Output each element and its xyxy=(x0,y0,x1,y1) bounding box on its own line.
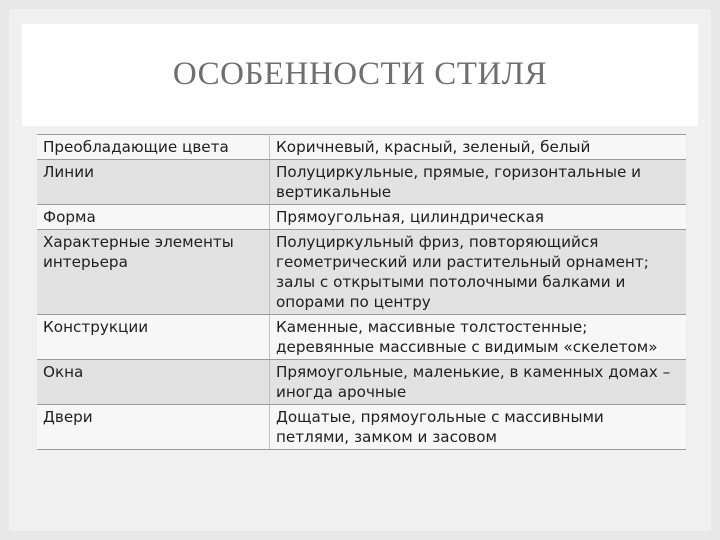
table-row xyxy=(37,360,686,405)
description-cell: Каменные, массивные толстостенные; деревянные массивные с видимым «скелетом» xyxy=(270,315,687,360)
feature-cell: Конструкции xyxy=(37,315,270,360)
feature-cell: Форма xyxy=(37,205,270,230)
table-row xyxy=(37,135,686,160)
title-box xyxy=(22,24,698,126)
table-row xyxy=(37,230,686,315)
description-cell: Прямоугольная, цилиндрическая xyxy=(270,205,687,230)
description-cell: Полуциркульный фриз, повторяющийся геометрический или растительный орнамент; залы с открытыми потолочными балками и опорами по центру xyxy=(270,230,687,315)
table-row xyxy=(37,160,686,205)
description-cell: Дощатые, прямоугольные с массивными петлями, замком и засовом xyxy=(270,405,687,450)
feature-cell: Характерные элементы интерьера xyxy=(37,230,270,315)
description-cell: Коричневый, красный, зеленый, белый xyxy=(270,135,687,160)
feature-cell: Линии xyxy=(37,160,270,205)
description-cell: Прямоугольные, маленькие, в каменных домах – иногда арочные xyxy=(270,360,687,405)
description-cell: Полуциркульные, прямые, горизонтальные и вертикальные xyxy=(270,160,687,205)
features-table xyxy=(37,134,686,450)
feature-cell: Двери xyxy=(37,405,270,450)
feature-cell: Преобладающие цвета xyxy=(37,135,270,160)
slide-title: ОСОБЕННОСТИ СТИЛЯ xyxy=(172,56,548,92)
table-row xyxy=(37,315,686,360)
table-row xyxy=(37,405,686,450)
feature-cell: Окна xyxy=(37,360,270,405)
style-features-table xyxy=(37,134,685,450)
table-row xyxy=(37,205,686,230)
